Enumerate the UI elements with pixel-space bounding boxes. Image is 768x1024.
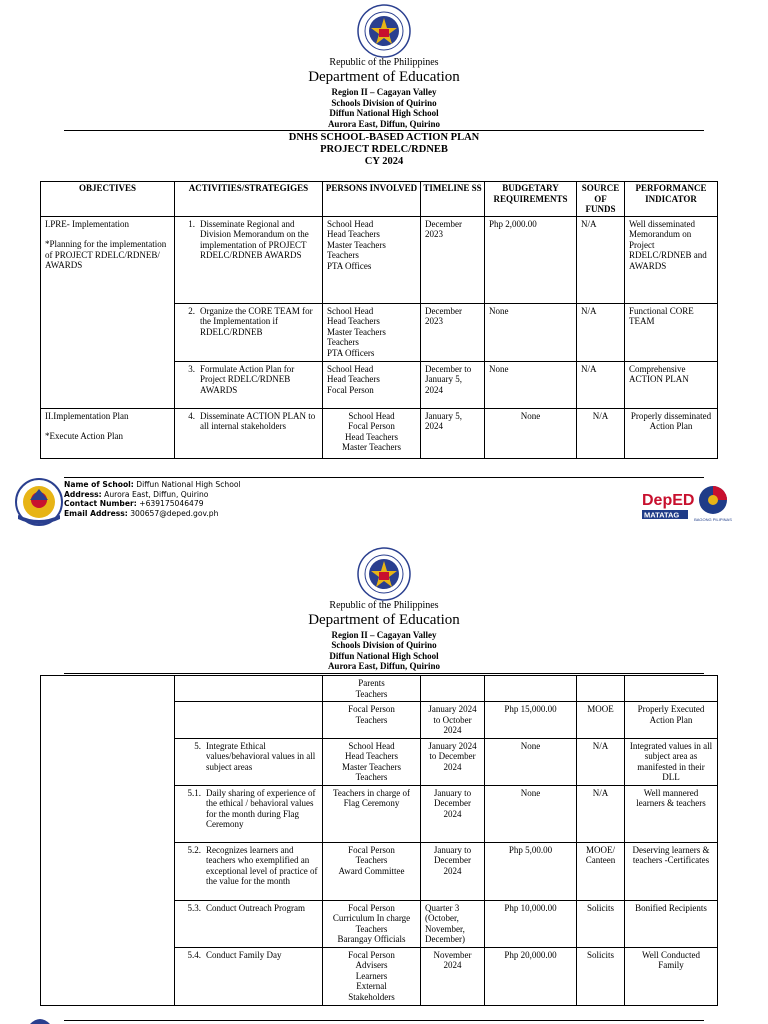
persons-cell: Focal Person Teachers Award Committee xyxy=(323,842,421,900)
budget-cell: None xyxy=(485,303,577,361)
table-row xyxy=(41,216,718,303)
activity-cell xyxy=(175,361,323,408)
objective-desc: *Planning for the implementation of PROJECT RDELC/RDNEB/ AWARDS xyxy=(45,239,167,270)
activity-number: 5. xyxy=(194,740,201,751)
activity-cell xyxy=(175,408,323,458)
indicator-cell: Bonified Recipients xyxy=(625,900,718,947)
col-timeline: TIMELINE SS xyxy=(421,182,485,217)
source-cell: MOOE xyxy=(577,702,625,739)
timeline-cell: December to January 5, 2024 xyxy=(421,361,485,408)
persons-cell: School Head Head Teachers Master Teachers Teachers PTA Offices xyxy=(323,216,421,303)
indicator-cell: Well Conducted Family xyxy=(625,947,718,1005)
footer-name-label: Name of School: xyxy=(64,480,134,489)
source-cell: MOOE/ Canteen xyxy=(577,842,625,900)
budget-cell: None xyxy=(485,785,577,842)
activity-text: Daily sharing of experience of the ethical / behavioral values for the month during Flag Ceremony xyxy=(206,787,316,829)
activity-number: 5.4. xyxy=(187,949,201,960)
activity-cell xyxy=(175,702,323,739)
school-text: Diffun National High School xyxy=(329,651,439,661)
budget-cell: None xyxy=(485,408,577,458)
activity-text: Formulate Action Plan for Project RDELC/RDNEB AWARDS xyxy=(200,363,295,395)
indicator-cell: Well disseminated Memorandum on Project RDELC/RDNEB and AWARDS xyxy=(625,216,718,303)
budget-cell xyxy=(485,676,577,702)
footer-contact-value: +639175046479 xyxy=(139,499,204,508)
budget-cell: Php 20,000.00 xyxy=(485,947,577,1005)
action-plan-table-1 xyxy=(40,181,718,459)
activity-text: Conduct Outreach Program xyxy=(206,902,305,913)
source-cell: N/A xyxy=(577,303,625,361)
indicator-cell: Integrated values in all subject area as manifested in their DLL xyxy=(625,738,718,785)
indicator-cell: Properly disseminated Action Plan xyxy=(625,408,718,458)
footer-email-value: 300657@deped.gov.ph xyxy=(130,508,219,518)
timeline-cell: December 2023 xyxy=(421,216,485,303)
indicator-cell: Well mannered learners & teachers xyxy=(625,785,718,842)
school-text: Diffun National High School xyxy=(329,108,439,118)
indicator-cell: Functional CORE TEAM xyxy=(625,303,718,361)
activity-cell xyxy=(175,216,323,303)
persons-cell: School Head Focal Person Head Teachers Master Teachers xyxy=(323,408,421,458)
plan-project: PROJECT RDELC/RDNEB xyxy=(320,144,448,155)
footer-email-label: Email Address: xyxy=(64,508,128,518)
persons-cell: School Head Head Teachers Master Teachers Teachers xyxy=(323,738,421,785)
school-seal-icon xyxy=(28,1016,52,1024)
budget-cell: Php 2,000.00 xyxy=(485,216,577,303)
persons-cell: Focal Person Advisers Learners External Stakeholders xyxy=(323,947,421,1005)
source-cell xyxy=(577,676,625,702)
footer-divider xyxy=(64,477,704,478)
school-seal-icon xyxy=(10,477,68,527)
persons-cell: Parents Teachers xyxy=(323,676,421,702)
deped-seal-icon xyxy=(357,4,411,58)
indicator-cell: Properly Executed Action Plan xyxy=(625,702,718,739)
activity-cell xyxy=(175,303,323,361)
source-cell: N/A xyxy=(577,361,625,408)
timeline-cell: January to December 2024 xyxy=(421,842,485,900)
department-title: Department of Education xyxy=(308,612,460,628)
activity-cell xyxy=(175,900,323,947)
address-text: Aurora East, Diffun, Quirino xyxy=(327,119,441,129)
persons-cell: School Head Head Teachers Master Teachers Teachers PTA Officers xyxy=(323,303,421,361)
region-text: Region II – Cagayan Valley xyxy=(331,630,437,640)
timeline-cell: January 5, 2024 xyxy=(421,408,485,458)
timeline-cell: January 2024 to December 2024 xyxy=(421,738,485,785)
source-cell: N/A xyxy=(577,408,625,458)
division-text: Schools Division of Quirino xyxy=(331,98,437,108)
timeline-cell xyxy=(421,676,485,702)
timeline-cell: January to December 2024 xyxy=(421,785,485,842)
source-cell: Solicits xyxy=(577,947,625,1005)
activity-number: 4. xyxy=(188,410,195,421)
deped-seal-icon xyxy=(357,547,411,601)
plan-year: CY 2024 xyxy=(364,156,404,167)
objective-title: II.Implementation Plan xyxy=(45,410,129,421)
col-budget: BUDGETARY REQUIREMENTS xyxy=(485,182,577,217)
objective-cell xyxy=(41,676,175,1006)
budget-cell: Php 10,000.00 xyxy=(485,900,577,947)
republic-text: Republic of the Philippines xyxy=(329,57,439,68)
col-persons: PERSONS INVOLVED xyxy=(323,182,421,217)
objective-title: I.PRE- Implementation xyxy=(45,218,129,229)
source-cell: N/A xyxy=(577,216,625,303)
activity-text: Disseminate Regional and Division Memorandum on the implementation of PROJECT RDELC/RDNEB AWARDS xyxy=(200,218,309,260)
objective-cell xyxy=(41,216,175,408)
activity-text: Integrate Ethical values/behavioral values in all subject areas xyxy=(206,740,316,772)
activity-text: Recognizes learners and teachers who exemplified an exceptional level of practice of the value for the month xyxy=(206,844,318,886)
footer-info xyxy=(64,480,241,518)
activity-text: Disseminate ACTION PLAN to all internal stakeholders xyxy=(200,410,316,431)
activity-cell xyxy=(175,676,323,702)
col-indicator: PERFORMANCE INDICATOR xyxy=(625,182,718,217)
table-row xyxy=(41,408,718,458)
objective-cell xyxy=(41,408,175,458)
deped-matatag-logo-icon xyxy=(640,485,700,525)
source-cell: Solicits xyxy=(577,900,625,947)
timeline-cell: December 2023 xyxy=(421,303,485,361)
timeline-cell: January 2024 to October 2024 xyxy=(421,702,485,739)
activity-text: Conduct Family Day xyxy=(206,949,282,960)
division-text: Schools Division of Quirino xyxy=(331,640,437,650)
timeline-cell: Quarter 3 (October, November, December) xyxy=(421,900,485,947)
budget-cell: Php 15,000.00 xyxy=(485,702,577,739)
footer-address-value: Aurora East, Diffun, Quirino xyxy=(104,489,209,499)
bagong-pilipinas-logo-icon xyxy=(694,483,732,523)
republic-text: Republic of the Philippines xyxy=(329,600,439,611)
source-cell: N/A xyxy=(577,738,625,785)
footer-divider xyxy=(64,1020,704,1021)
table-header-row xyxy=(41,182,718,217)
activity-cell xyxy=(175,738,323,785)
indicator-cell xyxy=(625,676,718,702)
persons-cell: Focal Person Curriculum In charge Teachers Barangay Officials xyxy=(323,900,421,947)
col-source: SOURCE OF FUNDS xyxy=(577,182,625,217)
footer-contact-label: Contact Number: xyxy=(64,499,137,508)
region-text: Region II – Cagayan Valley xyxy=(331,87,437,97)
budget-cell: None xyxy=(485,361,577,408)
budget-cell: Php 5,00.00 xyxy=(485,842,577,900)
source-cell: N/A xyxy=(577,785,625,842)
header-divider xyxy=(64,130,704,131)
indicator-cell: Comprehensive ACTION PLAN xyxy=(625,361,718,408)
activity-number: 2. xyxy=(188,305,195,316)
plan-title: DNHS SCHOOL-BASED ACTION PLAN xyxy=(288,132,480,143)
activity-cell xyxy=(175,785,323,842)
deped-logo-text: DepED xyxy=(642,492,695,509)
indicator-cell: Deserving learners & teachers -Certificates xyxy=(625,842,718,900)
col-activities: ACTIVITIES/STRATEGIGES xyxy=(175,182,323,217)
department-title: Department of Education xyxy=(308,69,460,85)
activity-number: 5.2. xyxy=(187,844,201,855)
address-text: Aurora East, Diffun, Quirino xyxy=(327,661,441,671)
bagong-pilipinas-text: BAGONG PILIPINAS xyxy=(694,517,732,522)
action-plan-table-2 xyxy=(40,675,718,1006)
activity-text: Organize the CORE TEAM for the Implementation if RDELC/RDNEB xyxy=(200,305,313,337)
persons-cell: School Head Head Teachers Focal Person xyxy=(323,361,421,408)
objective-desc: *Execute Action Plan xyxy=(45,431,123,441)
matatag-text: MATATAG xyxy=(644,510,680,520)
persons-cell: Teachers in charge of Flag Ceremony xyxy=(323,785,421,842)
activity-cell xyxy=(175,947,323,1005)
col-objectives: OBJECTIVES xyxy=(41,182,175,217)
page-footer xyxy=(0,477,768,537)
footer-address-label: Address: xyxy=(64,489,102,499)
footer-name-value: Diffun National High School xyxy=(136,480,241,489)
table-row xyxy=(41,676,718,702)
header-divider xyxy=(64,673,704,674)
activity-number: 5.3. xyxy=(187,902,201,913)
budget-cell: None xyxy=(485,738,577,785)
activity-number: 3. xyxy=(188,363,195,374)
activity-cell xyxy=(175,842,323,900)
timeline-cell: November 2024 xyxy=(421,947,485,1005)
activity-number: 5.1. xyxy=(187,787,201,798)
persons-cell: Focal Person Teachers xyxy=(323,702,421,739)
activity-number: 1. xyxy=(188,218,195,229)
